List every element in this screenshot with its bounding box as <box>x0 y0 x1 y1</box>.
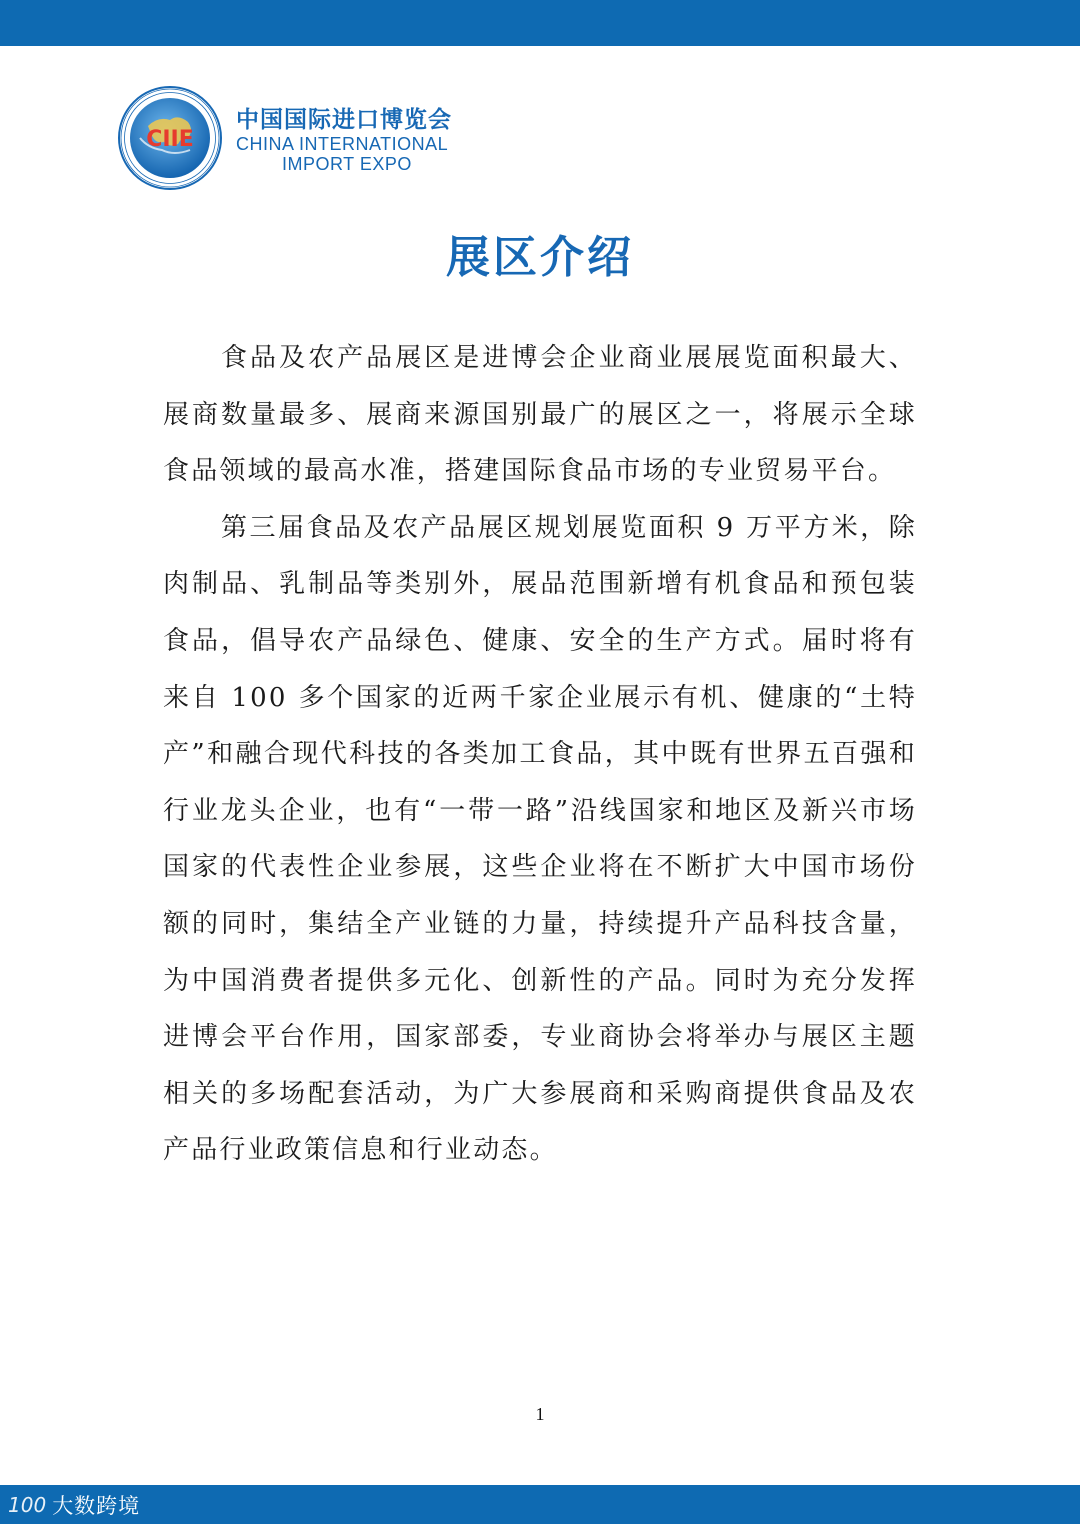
paragraph-2: 第三届食品及农产品展区规划展览面积 9 万平方米，除肉制品、乳制品等类别外，展品范围新增有机食品和预包装食品，倡导农产品绿色、健康、安全的生产方式。届时将有来自 100 多个国家的近两千家企业展示有机、健康的“土特产”和融合现代科技的各类加工食品，其中既有世界五百强和行业龙头企业，也有“一带一路”沿线国家和地区及新兴市场国家的代表性企业参展，这些企业将在不断扩大中国市场份额的同时，集结全产业链的力量，持续提升产品科技含量，为中国消费者提供多元化、创新性的产品。同时为充分发挥进博会平台作用，国家部委，专业商协会将举办与展区主题相关的多场配套活动，为广大参展商和采购商提供食品及农产品行业政策信息和行业动态。 <box>163 512 917 1166</box>
logo-chinese-name: 中国国际进口博览会 <box>236 107 452 133</box>
ciie-logo <box>118 86 468 190</box>
watermark-text: 大数跨境 <box>52 1494 141 1518</box>
logo-english-line1: CHINA INTERNATIONAL <box>236 134 449 154</box>
page-number: 1 <box>535 1404 545 1424</box>
paragraph-1: 食品及农产品展区是进博会企业商业展展览面积最大、展商数量最多、展商来源国别最广的展区之一，将展示全球食品领域的最高水准，搭建国际食品市场的专业贸易平台。 <box>163 343 917 487</box>
globe-emblem-icon <box>118 86 222 190</box>
watermark-logo-icon: 100 <box>8 1493 47 1517</box>
watermark <box>8 1490 140 1520</box>
svg-text:CIIE: CIIE <box>146 127 194 152</box>
document-body <box>163 330 917 1179</box>
top-banner-bar <box>0 0 1080 46</box>
logo-english-line2: IMPORT EXPO <box>282 154 412 174</box>
page-title: 展区介绍 <box>446 232 634 283</box>
bottom-banner-bar <box>0 1485 1080 1524</box>
